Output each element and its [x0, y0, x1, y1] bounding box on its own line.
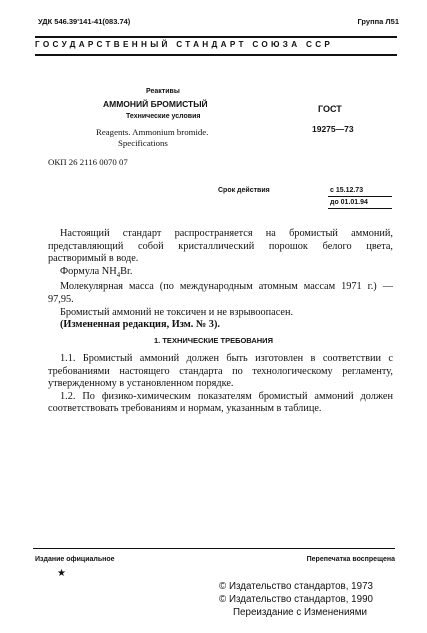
footer-rule — [33, 548, 395, 549]
top-rule-lower — [35, 54, 397, 56]
amendment-note: (Измененная редакция, Изм. № 3). — [60, 319, 220, 331]
reissue-note: Переиздание с Изменениями — [233, 607, 367, 618]
formula-line — [48, 266, 393, 282]
molecular-mass: Молекулярная масса (по международным атомным массам 1971 г.) — 97,95. — [48, 281, 393, 306]
category-label: Реактивы — [146, 88, 180, 95]
formula-nh: NH — [101, 265, 117, 277]
clause-1-2: 1.2. По физико-химическим показателям бромистый аммоний должен соответствовать требованиям и нормам, указанным в таблице. — [48, 390, 393, 415]
formula-subscript: 4 — [116, 270, 121, 279]
copyright-1990: © Издательство стандартов, 1990 — [219, 594, 373, 605]
section-heading: 1. ТЕХНИЧЕСКИЕ ТРЕБОВАНИЯ — [154, 336, 273, 345]
validity-to: до 01.01.94 — [330, 199, 368, 206]
official-edition-label: Издание официальное — [35, 556, 115, 563]
formula-br: Br. — [120, 265, 133, 277]
validity-from: с 15.12.73 — [330, 187, 364, 194]
group-code: Группа Л51 — [357, 17, 399, 26]
gost-label: ГОСТ — [318, 104, 342, 114]
formula-label: Формула — [60, 265, 102, 277]
english-subtitle: Specifications — [118, 138, 168, 148]
safety-note: Бромистый аммоний не токсичен и не взрывоопасен. — [60, 306, 294, 318]
intro-paragraph: Настоящий стандарт распространяется на бромистый аммоний, представляющий собой кристаллический порошок белого цвета, растворимый в воде. — [48, 228, 393, 265]
star-icon: ★ — [57, 568, 66, 579]
intro-block — [48, 228, 393, 332]
validity-to-underline — [328, 208, 392, 209]
validity-label: Срок действия — [218, 187, 270, 194]
gost-number: 19275—73 — [312, 124, 354, 134]
section1-block — [48, 353, 393, 416]
clause-1-1: 1.1. Бромистый аммоний должен быть изготовлен в соответствии с требованиями настоящего стандарта по технологическому регламенту, утвержденному в установленном порядке. — [48, 353, 393, 390]
reprint-notice: Перепечатка воспрещена — [306, 556, 395, 563]
document-subtitle: Технические условия — [126, 113, 201, 120]
standard-title: ГОСУДАРСТВЕННЫЙ СТАНДАРТ СОЮЗА ССР — [35, 40, 334, 49]
document-title: АММОНИЙ БРОМИСТЫЙ — [103, 99, 208, 109]
udk-code: УДК 546.39'141-41(083.74) — [38, 17, 131, 26]
english-title: Reagents. Ammonium bromide. — [96, 127, 209, 137]
copyright-1973: © Издательство стандартов, 1973 — [219, 581, 373, 592]
top-rule — [35, 36, 397, 38]
okp-code: ОКП 26 2116 0070 07 — [48, 157, 128, 167]
validity-from-underline — [328, 196, 392, 197]
